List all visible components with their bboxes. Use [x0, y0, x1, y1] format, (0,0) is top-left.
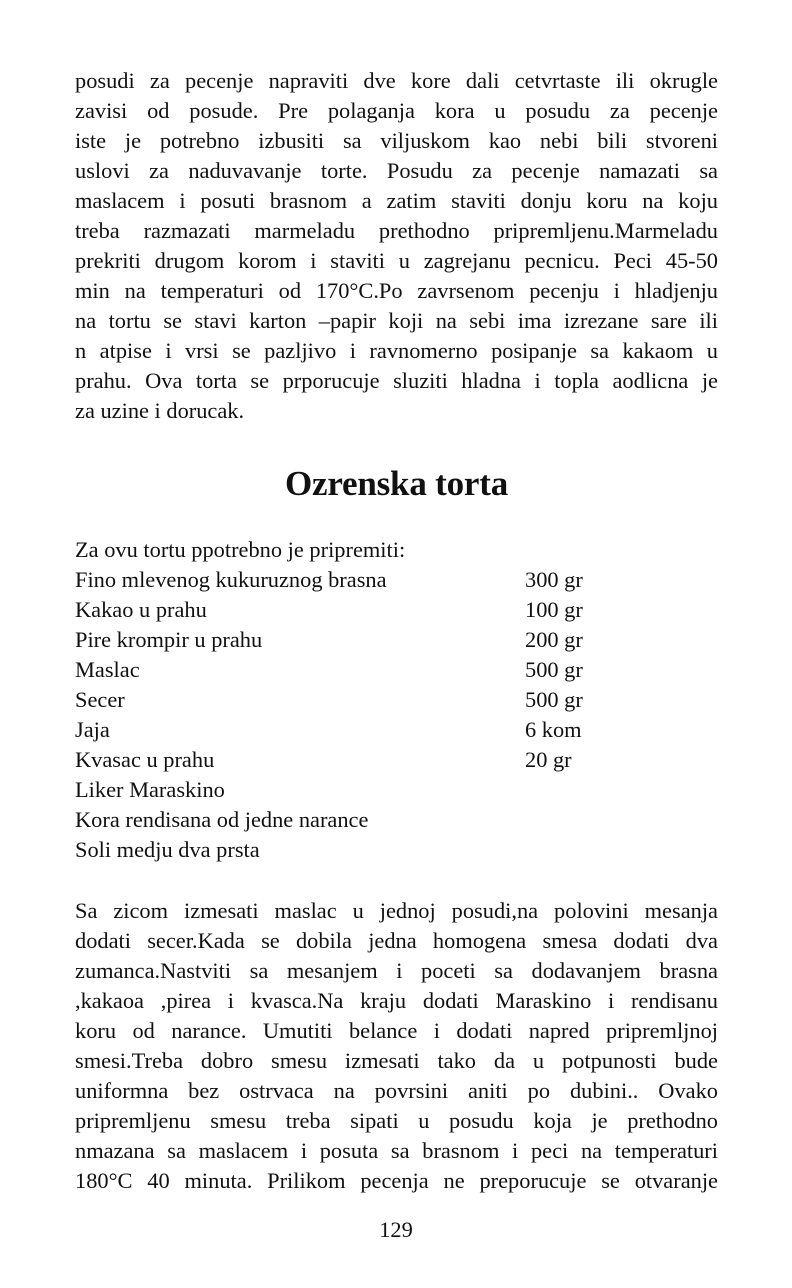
text-line: pripremljenu smesu treba sipati u posudu koja je prethodno: [75, 1108, 718, 1133]
text-line: zavisi od posude. Pre polaganja kora u posudu za pecenje: [75, 98, 718, 123]
ingredient-row: [75, 685, 718, 715]
ingredient-row: [75, 655, 718, 685]
ingredient-quantity: 300 gr: [525, 567, 583, 592]
text-line: posudi za pecenje napraviti dve kore dali cetvrtaste ili okrugle: [75, 68, 718, 93]
ingredient-name: Maslac: [75, 657, 140, 682]
text-line: za uzine i dorucak.: [75, 398, 245, 423]
ingredient-row: [75, 595, 718, 625]
ingredient-row: [75, 775, 718, 805]
ingredient-name: Soli medju dva prsta: [75, 837, 260, 862]
method-paragraph: [75, 896, 718, 1196]
text-line: prekriti drugom korom i staviti u zagrejanu pecnicu. Peci 45-50: [75, 248, 718, 273]
text-line: dodati secer.Kada se dobila jedna homogena smesa dodati dva: [75, 928, 718, 953]
text-line: prahu. Ova torta se prporucuje sluziti hladna i topla aodlicna je: [75, 368, 718, 393]
ingredient-row: [75, 745, 718, 775]
ingredient-row: [75, 805, 718, 835]
page-number: 129: [379, 1217, 413, 1242]
ingredient-quantity: 500 gr: [525, 657, 583, 682]
ingredient-row: [75, 715, 718, 745]
ingredient-name: Fino mlevenog kukuruznog brasna: [75, 567, 387, 592]
method-text: [75, 896, 718, 1196]
text-line: maslacem i posuti brasnom a zatim staviti donju koru na koju: [75, 188, 718, 213]
text-line: uslovi za naduvavanje torte. Posudu za pecenje namazati sa: [75, 158, 718, 183]
recipe-title: Ozrenska torta: [284, 464, 509, 503]
ingredient-name: Jaja: [75, 717, 110, 742]
ingredient-name: Kakao u prahu: [75, 597, 207, 622]
text-line: koru od narance. Umutiti belance i dodati napred pripremljnoj: [75, 1018, 718, 1043]
ingredient-name: Secer: [75, 687, 125, 712]
ingredients-list: [75, 565, 718, 865]
text-line: treba razmazati marmeladu prethodno pripremljenu.Marmeladu: [75, 218, 718, 243]
ingredient-name: Kvasac u prahu: [75, 747, 215, 772]
ingredient-quantity: 100 gr: [525, 597, 583, 622]
text-line: ,kakaoa ,pirea i kvasca.Na kraju dodati Maraskino i rendisanu: [75, 988, 718, 1013]
ingredients-intro: Za ovu tortu ppotrebno je pripremiti:: [75, 537, 406, 562]
ingredient-row: [75, 835, 718, 865]
text-line: Sa zicom izmesati maslac u jednoj posudi,na polovini mesanja: [75, 898, 718, 923]
text-line: smesi.Treba dobro smesu izmesati tako da u potpunosti bude: [75, 1048, 718, 1073]
paragraph-continued: [75, 66, 718, 426]
top-paragraph: [75, 66, 718, 426]
text-line: zumanca.Nastviti sa mesanjem i poceti sa dodavanjem brasna: [75, 958, 718, 983]
text-line: 180°C 40 minuta. Prilikom pecenja ne preporucuje se otvaranje: [75, 1168, 718, 1193]
text-line: uniformna bez ostrvaca na povrsini aniti po dubini.. Ovako: [75, 1078, 718, 1103]
ingredient-name: Pire krompir u prahu: [75, 627, 263, 652]
ingredient-quantity: 200 gr: [525, 627, 583, 652]
ingredient-quantity: 6 kom: [525, 717, 582, 742]
ingredient-name: Kora rendisana od jedne narance: [75, 807, 369, 832]
text-line: n atpise i vrsi se pazljivo i ravnomerno posipanje sa kakaom u: [75, 338, 718, 363]
text-line: iste je potrebno izbusiti sa viljuskom kao nebi bili stvoreni: [75, 128, 718, 153]
text-line: min na temperaturi od 170°C.Po zavrsenom pecenju i hladjenju: [75, 278, 718, 303]
ingredient-row: [75, 625, 718, 655]
ingredient-quantity: 500 gr: [525, 687, 583, 712]
ingredient-name: Liker Maraskino: [75, 777, 225, 802]
ingredient-quantity: 20 gr: [525, 747, 572, 772]
text-line: nmazana sa maslacem i posuta sa brasnom i peci na temperaturi: [75, 1138, 718, 1163]
ingredient-row: [75, 565, 718, 595]
text-line: na tortu se stavi karton –papir koji na sebi ima izrezane sare ili: [75, 308, 718, 333]
